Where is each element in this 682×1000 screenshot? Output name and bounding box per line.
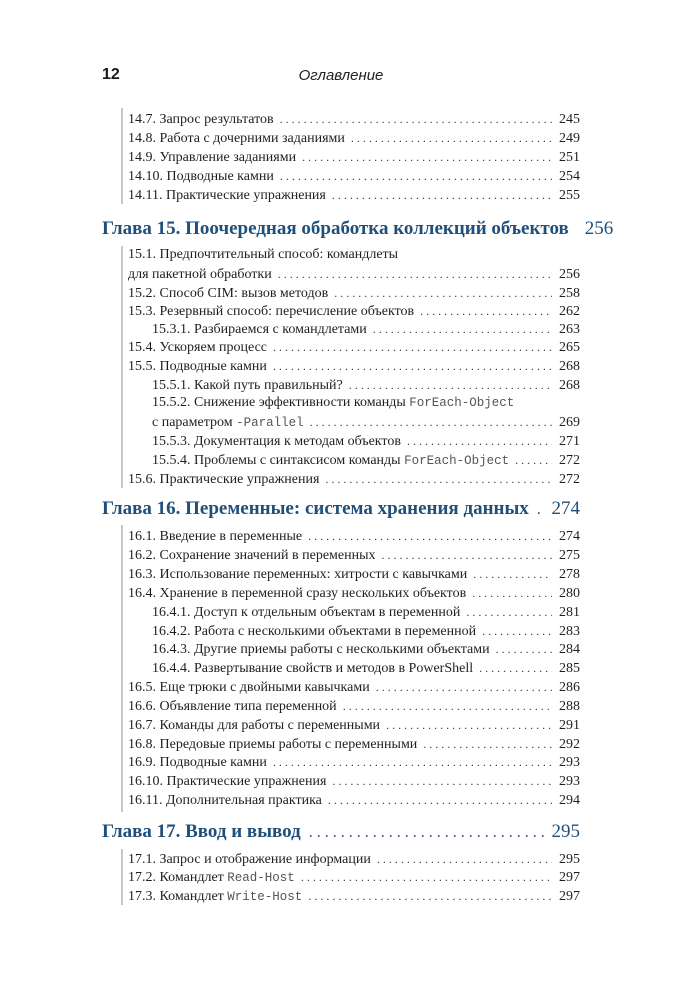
toc-entry[interactable]: 16.2. Сохранение значений в переменных . . . 275 <box>128 546 580 565</box>
toc-entry[interactable]: 15.4. Ускоряем процесс . . . 265 <box>128 338 580 357</box>
code-text: ForEach-Object <box>404 454 510 468</box>
toc-entry[interactable]: 15.5.4. Проблемы с синтаксисом команды ForEach-Object . . . 272 <box>152 451 580 470</box>
toc-entry[interactable]: 17.3. Командлет Write-Host . . . 297 <box>128 887 580 906</box>
section-rule <box>121 246 123 488</box>
toc-entry[interactable]: 15.5.1. Какой путь правильный? . . . 268 <box>152 376 580 395</box>
chapter-heading-15[interactable]: Глава 15. Поочередная обработка коллекций объектов 256 <box>102 218 614 239</box>
toc-entry[interactable]: 17.2. Командлет Read-Host . . . 297 <box>128 868 580 887</box>
toc-entry[interactable]: 14.10. Подводные камни . . . 254 <box>128 167 580 186</box>
section-rule <box>121 108 123 204</box>
toc-entry[interactable]: 16.3. Использование переменных: хитрости с кавычками . . . 278 <box>128 565 580 584</box>
toc-entry[interactable]: 15.3.1. Разбираемся с командлетами . . . 263 <box>152 320 580 339</box>
toc-entry[interactable]: 16.4. Хранение в переменной сразу нескольких объектов . . . 280 <box>128 584 580 603</box>
toc-entry[interactable]: 16.4.2. Работа с несколькими объектами в переменной . . . 283 <box>152 622 580 641</box>
toc-entry[interactable]: 15.6. Практические упражнения . . . 272 <box>128 470 580 489</box>
toc-entry[interactable]: 16.5. Еще трюки с двойными кавычками . . . 286 <box>128 678 580 697</box>
toc-entry[interactable]: 16.4.4. Развертывание свойств и методов в PowerShell . . . 285 <box>152 659 580 678</box>
code-text: -Parallel <box>236 416 304 430</box>
toc-entry[interactable]: для пакетной обработки . . . 256 <box>128 265 580 284</box>
code-text: ForEach-Object <box>409 396 515 410</box>
toc-entry[interactable]: 15.3. Резервный способ: перечисление объектов . . . 262 <box>128 302 580 321</box>
page-number: 12 <box>102 66 120 83</box>
toc-entry[interactable]: 16.4.3. Другие приемы работы с несколькими объектами . . . 284 <box>152 640 580 659</box>
toc-entry[interactable]: с параметром -Parallel . . . 269 <box>152 413 580 432</box>
toc-entry[interactable]: 14.11. Практические упражнения . . . 255 <box>128 186 580 205</box>
toc-entry[interactable]: 14.9. Управление заданиями . . . 251 <box>128 148 580 167</box>
toc-entry[interactable]: 15.1. Предпочтительный способ: командлеты <box>128 247 399 262</box>
toc-entry[interactable]: 16.7. Команды для работы с переменными . . . 291 <box>128 716 580 735</box>
page-header <box>102 66 580 88</box>
chapter-heading-16[interactable]: Глава 16. Переменные: система хранения данных . . . 274 <box>102 498 580 520</box>
toc-entry[interactable]: 16.8. Передовые приемы работы с переменными . . . 292 <box>128 735 580 754</box>
toc-entry[interactable]: 17.1. Запрос и отображение информации . . . 295 <box>128 850 580 869</box>
toc-entry[interactable]: 14.8. Работа с дочерними заданиями . . . 249 <box>128 129 580 148</box>
section-rule <box>121 525 123 812</box>
toc-entry[interactable]: 14.7. Запрос результатов . . . 245 <box>128 110 580 129</box>
code-text: Read-Host <box>227 871 295 885</box>
toc-entry[interactable]: 16.11. Дополнительная практика . . . 294 <box>128 791 580 810</box>
toc-entry[interactable]: 16.9. Подводные камни . . . 293 <box>128 753 580 772</box>
section-rule <box>121 849 123 905</box>
toc-entry[interactable]: 16.4.1. Доступ к отдельным объектам в переменной . . . 281 <box>152 603 580 622</box>
toc-entry[interactable]: 16.10. Практические упражнения . . . 293 <box>128 772 580 791</box>
toc-entry[interactable]: 16.1. Введение в переменные . . . 274 <box>128 527 580 546</box>
toc-entry[interactable]: 15.5.2. Снижение эффективности команды ForEach-Object <box>152 395 515 410</box>
toc-entry[interactable]: 15.5.3. Документация к методам объектов . . . 271 <box>152 432 580 451</box>
toc-entry[interactable]: 15.5. Подводные камни . . . 268 <box>128 357 580 376</box>
chapter-heading-17[interactable]: Глава 17. Ввод и вывод . . . 295 <box>102 821 580 843</box>
toc-entry[interactable]: 16.6. Объявление типа переменной . . . 288 <box>128 697 580 716</box>
running-title: Оглавление <box>298 67 384 84</box>
toc-entry[interactable]: 15.2. Способ CIM: вызов методов . . . 258 <box>128 284 580 303</box>
code-text: Write-Host <box>227 890 303 904</box>
